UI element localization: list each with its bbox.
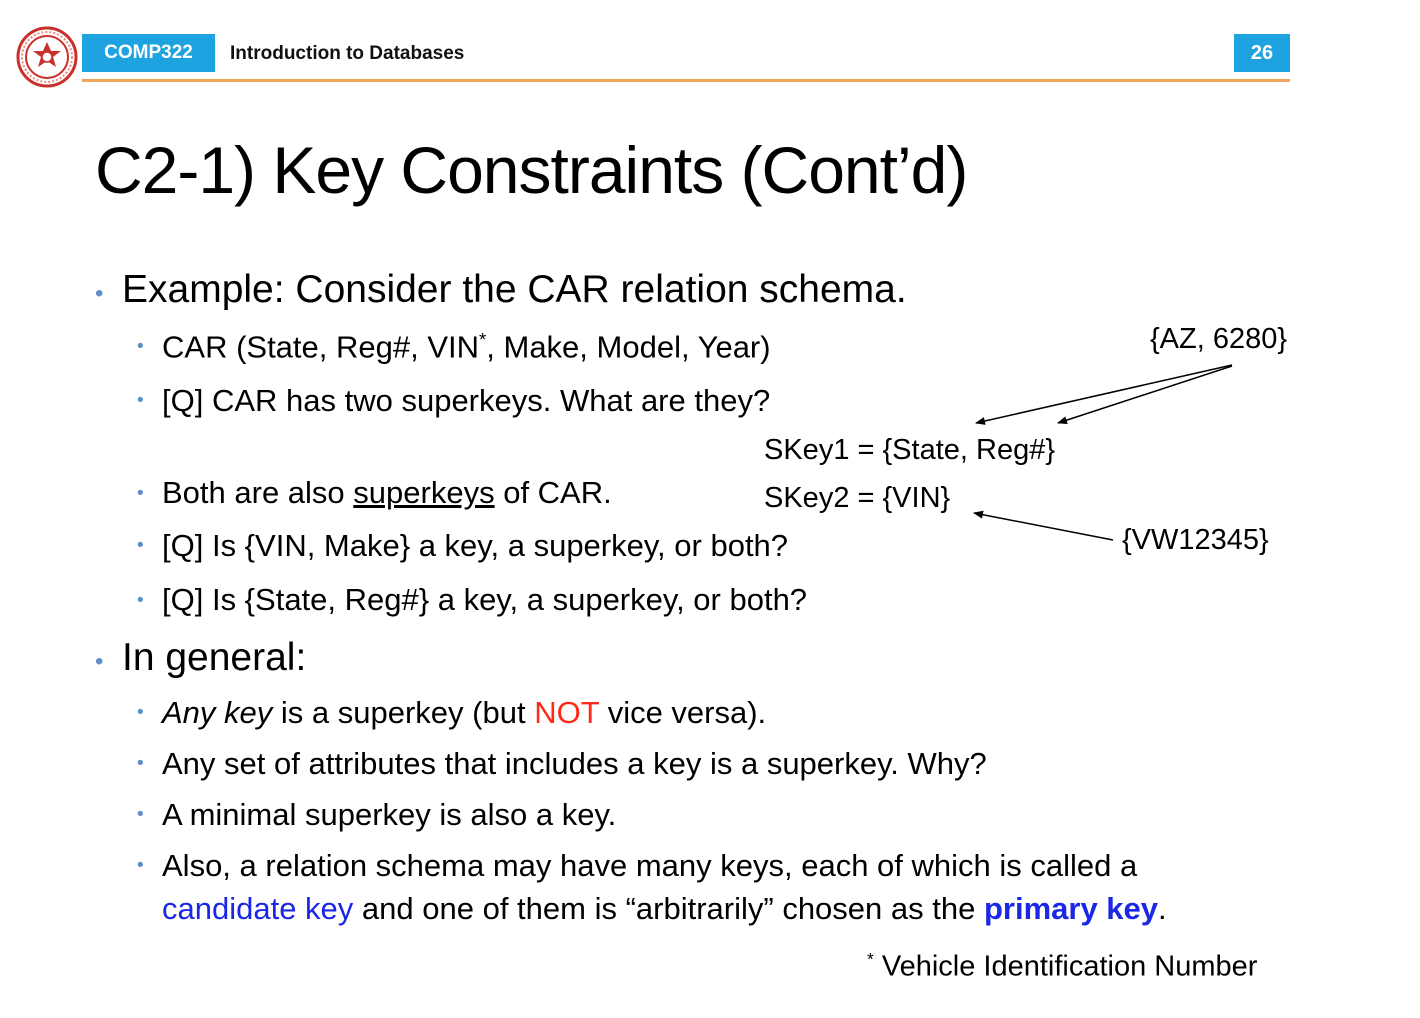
arrow-vw-to-vin	[974, 513, 1113, 540]
bullet-also-line2: candidate key and one of them is “arbitrarily” chosen as the primary key.	[162, 891, 1167, 926]
footnote: * Vehicle Identification Number	[867, 949, 1258, 983]
bullet-dot: •	[137, 535, 144, 556]
arrow-az-to-reg	[1058, 366, 1232, 423]
bullet-q-superkeys: [Q] CAR has two superkeys. What are they?	[162, 383, 771, 418]
bullet-dot: •	[137, 590, 144, 611]
bullet-in-general: In general:	[122, 636, 307, 679]
course-code-badge: COMP322	[82, 34, 215, 72]
bullet-any-key: Any key is a superkey (but NOT vice versa).	[162, 695, 767, 730]
slide-title: C2-1) Key Constraints (Cont’d)	[95, 133, 968, 207]
bullet-q-vin-make: [Q] Is {VIN, Make} a key, a superkey, or both?	[162, 528, 789, 563]
bullet-also-line1: Also, a relation schema may have many keys, each of which is called a	[162, 848, 1138, 883]
bullet-any-set: Any set of attributes that includes a key is a superkey. Why?	[162, 746, 987, 781]
bullet-dot: •	[137, 855, 144, 876]
example-value-vw: {VW12345}	[1122, 524, 1269, 556]
bullet-example: Example: Consider the CAR relation schema.	[122, 268, 907, 311]
bullet-q-state-reg: [Q] Is {State, Reg#} a key, a superkey, or both?	[162, 582, 808, 617]
example-value-az: {AZ, 6280}	[1150, 323, 1288, 355]
bullet-both-superkeys: Both are also superkeys of CAR.	[162, 475, 612, 510]
arrow-az-to-state	[976, 365, 1232, 423]
bullet-minimal: A minimal superkey is also a key.	[162, 797, 617, 832]
bullet-dot: •	[137, 336, 144, 357]
skey2-label: SKey2 = {VIN}	[764, 482, 951, 514]
course-name: Introduction to Databases	[230, 43, 465, 64]
bullet-dot: •	[137, 390, 144, 411]
bullet-dot: •	[137, 483, 144, 504]
bullet-dot: •	[95, 648, 104, 675]
bullet-dot: •	[137, 753, 144, 774]
bullet-dot: •	[137, 702, 144, 723]
bullet-dot: •	[137, 804, 144, 825]
bullet-car-schema: CAR (State, Reg#, VIN*, Make, Model, Year)	[162, 329, 771, 365]
bullet-dot: •	[95, 280, 104, 307]
skey1-label: SKey1 = {State, Reg#}	[764, 434, 1056, 466]
page-number-badge: 26	[1234, 34, 1290, 72]
